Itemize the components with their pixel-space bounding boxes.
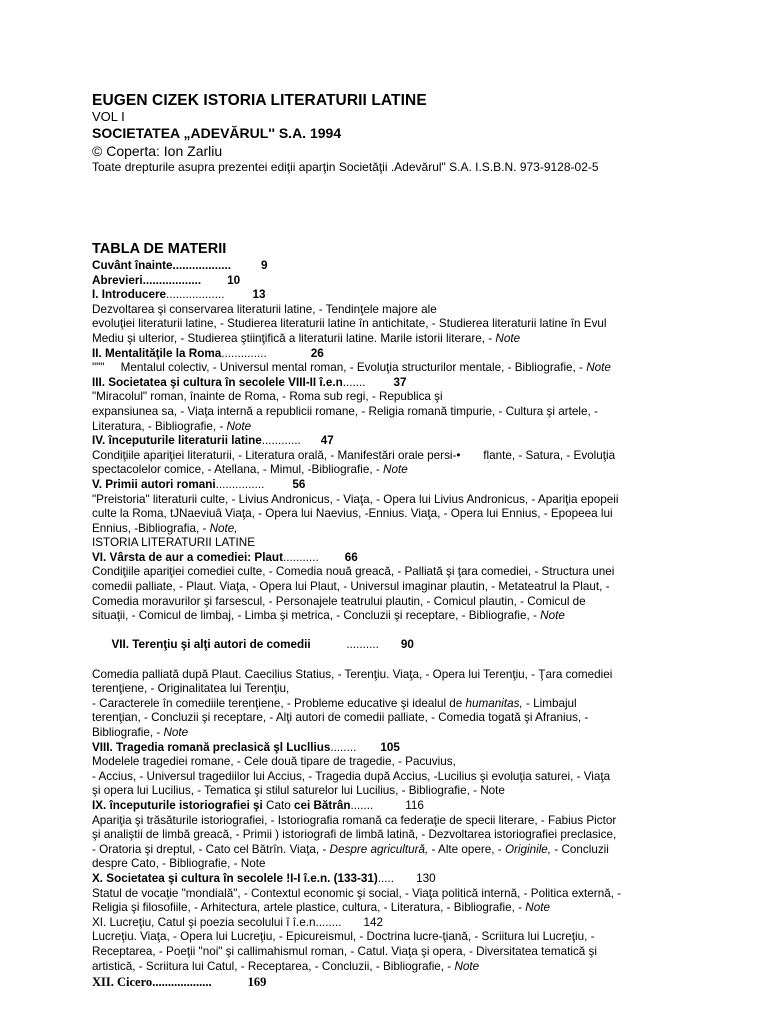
toc-dots: ...............	[215, 477, 265, 491]
note-label: Note	[525, 901, 550, 915]
toc-dots: .......	[342, 375, 366, 389]
toc-page-number: 37	[393, 375, 407, 389]
book-title: EUGEN CIZEK ISTORIA LITERATURII LATINE	[92, 92, 427, 109]
chapter-summary-line: Modelele tragediei romane, - Cele două tipare de tragedie, - Pacuvius,	[92, 755, 456, 769]
toc-chapter-9[interactable]: IX. începuturile istoriografiei şi Cato cei Bătrân....... 116	[92, 798, 424, 812]
chapter-summary-line: Religia şi filosofiile, - Arhitectura, artele plastice, cultura, - Literatura, - Bibliografie, - Note	[92, 901, 550, 915]
toc-page-number: 105	[380, 740, 400, 754]
chapter-summary-line: Receptarea, - Poeţii "noi" şi callimahismul roman, - Catul. Viaţa şi opera, - Diversitatea tematică şi	[92, 944, 597, 958]
toc-dots: ............	[261, 434, 301, 448]
publisher-line: SOCIETATEA „ADEVĂRUL'' S.A. 1994	[92, 125, 342, 141]
chapter-summary-line: culte la Roma, tJNaeviuâ Viaţa, - Opera lui Naevius, -Ennius. Viaţa, - Opera lui Ennius, - Epopeea lui	[92, 507, 613, 521]
toc-dots: ..................	[172, 259, 231, 272]
chapter-summary-line: """ Mentalul colectiv, - Universul mental roman, - Evoluţia structurilor mentale, - Bibliografie, - Note	[92, 361, 611, 375]
toc-chapter-1[interactable]	[92, 288, 692, 303]
volume-label: VOL I	[92, 109, 125, 124]
note-label: Note	[163, 726, 189, 739]
chapter-summary-line: şi analiştii de limbă greacă, - Primii ) istoriografi de limbă latină, - Dezvoltarea istoriografiei preclasice,	[92, 828, 617, 842]
chapter-title: IX. începuturile istoriografiei şi	[92, 798, 263, 812]
note-label: Note	[383, 463, 408, 477]
toc-page-number: 130	[416, 871, 436, 885]
chapter-summary-line: Mediu şi ulterior, - Studierea ştiinţifică a literaturii latine. Marile istorii literare, - Note	[92, 331, 521, 345]
toc-page-number: 13	[252, 288, 266, 302]
chapter-summary-line: spectacolelor comice, - Atellana, - Mimul, -Bibliografie, - Note	[92, 463, 408, 477]
chapter-summary-line: Dezvoltarea şi conservarea literaturii latine, - Tendinţele majore ale	[92, 302, 437, 316]
cover-credit: © Coperta: Ion Zarliu	[92, 143, 223, 159]
toc-dots: ........	[330, 740, 357, 754]
chapter-summary-line: terenţian, - Concluzii şi receptare, - Alţi autori de comedii palliate, - Comedia togată şi Afranius, -	[92, 711, 589, 725]
chapter-title: VIII. Tragedia romană preclasică şl Lucllius	[92, 740, 331, 754]
toc-page-number: 10	[227, 273, 241, 287]
toc-page-number: 56	[292, 477, 306, 491]
rights-notice: Toate drepturile asupra prezentei ediţii aparţin Societăţii .Adevărul" S.A. I.S.B.N. 973-9128-02-5	[92, 160, 599, 174]
toc-page-number: 90	[400, 638, 414, 652]
toc-page-number: 169	[247, 975, 267, 990]
chapter-summary-line: - Oratoria şi dreptul, - Cato cel Bătrîn. Viaţa, - Despre agricultură, - Alte opere, - Originile, - Concluzii	[92, 842, 609, 856]
toc-page-number: 66	[344, 550, 358, 564]
toc-entry-label: Abrevieri	[92, 273, 143, 287]
toc-entry-foreword[interactable]	[92, 259, 692, 274]
toc-chapter-2[interactable]	[92, 347, 692, 362]
chapter-summary-line: "Miracolul" roman, înainte de Roma, - Roma sub regi, - Republica şi	[92, 390, 443, 404]
toc-entry-abbreviations[interactable]	[92, 274, 692, 289]
chapter-summary-line: Ennius, -Bibliografia, - Note,	[92, 521, 238, 535]
chapter-title: VII. Terenţiu şi alţi autori de comedii	[111, 638, 311, 652]
toc-chapter-11[interactable]	[92, 916, 692, 931]
chapter-summary-line: - Caracterele în comediile terenţiene, - Probleme educative şi idealul de humanitas, - Limbajul	[92, 696, 577, 710]
chapter-title: XII. Cicero	[92, 975, 153, 990]
toc-dots: ..........	[310, 638, 379, 652]
toc-dots: ..................	[166, 288, 225, 302]
chapter-summary-line: expansiunea sa, - Viaţa internă a republicii romane, - Religia romană timpurie, - Cultura şi artele, -	[92, 404, 598, 418]
toc-dots: .....	[377, 871, 395, 885]
toc-page-number: 9	[260, 259, 268, 272]
toc-entry-label: Cuvânt înainte	[92, 259, 173, 272]
toc-chapter-5[interactable]	[92, 478, 692, 493]
chapter-summary-line: despre Cato, - Bibliografie, - Note	[92, 857, 266, 871]
chapter-summary-line: Comedia moravurilor şi farsescul, - Personajele teatrului plautin, - Comicul plautin, - Comicul de	[92, 594, 586, 608]
chapter-title: II. Mentalităţile la Roma	[92, 346, 222, 360]
toc-page-number: 26	[310, 346, 324, 360]
toc-dots: ..................	[142, 273, 202, 287]
toc-chapter-7[interactable]	[92, 624, 692, 668]
chapter-summary-line: evoluţiei literaturii latine, - Studierea literaturii latine în antichitate, - Studierea literaturii latine în Evul	[92, 317, 607, 331]
note-label: Note	[226, 419, 252, 433]
toc-dots: .......	[350, 798, 374, 812]
toc-page-number: 142	[363, 915, 383, 929]
toc-dots: ...........	[282, 550, 319, 564]
chapter-summary-line: Condiţiile apariţiei literaturii, - Literatura orală, - Manifestări orale persi-• flante, - Satura, - Evoluţia	[92, 448, 616, 462]
chapter-summary-line: artistică, - Scriitura lui Catul, - Receptarea, - Concluzii, - Bibliografie, - Note	[92, 959, 480, 973]
toc-chapter-4[interactable]	[92, 434, 692, 449]
toc-chapter-12[interactable]	[92, 974, 692, 990]
chapter-summary-line: "Preistoria" literaturii culte, - Livius Andronicus, - Viaţa, - Opera lui Livius Andronicus, - Apariţia epopeii	[92, 492, 619, 506]
chapter-summary-line: şi opera lui Lucilius, - Tematica şi stilul saturelor lui Lucilius, - Bibliografie, - Note	[92, 784, 505, 798]
chapter-title: VI. Vârsta de aur a comediei: Plaut	[92, 550, 283, 564]
toc-title: TABLA DE MATERII	[92, 241, 227, 257]
chapter-summary-line: Bibliografie, - Note	[92, 726, 189, 739]
toc-chapter-10[interactable]	[92, 872, 692, 887]
note-label: Note	[586, 361, 611, 375]
toc-page-number: 47	[320, 434, 334, 448]
chapter-summary-line: - Accius, - Universul tragediilor lui Accius, - Tragedia după Accius, -Lucilius şi evoluţia saturei, - Viaţa	[92, 769, 611, 783]
note-label: Note,	[209, 521, 238, 535]
note-label: Note	[495, 331, 521, 345]
chapter-title: X. Societatea şi cultura în secolele !I-I î.e.n. (133-31)	[92, 871, 378, 885]
chapter-title: III. Societatea şi cultura în secolele VIII-II î.e.n	[92, 375, 343, 389]
toc-page-number: 116	[405, 798, 424, 812]
chapter-summary-line: terenţiene, - Originalitatea lui Terenţiu,	[92, 682, 290, 696]
toc-chapter-6[interactable]	[92, 551, 692, 566]
chapter-title: V. Primii autori romani	[92, 477, 216, 491]
toc-chapter-3[interactable]	[92, 376, 692, 391]
chapter-summary-line: comedii palliate, - Plaut. Viaţa, - Opera lui Plaut, - Universul imaginar plautin, - Metateatrul la Plaut, -	[92, 580, 610, 594]
chapter-summary-line: Lucreţiu. Viaţa, - Opera lui Lucreţiu, - Epicureismul, - Doctrina lucre-ţiană, - Scriitura lui Lucreţiu, -	[92, 930, 595, 944]
chapter-title: XI. Lucreţiu, Catul şi poezia secolului î î.e.n........	[92, 915, 342, 929]
table-of-contents	[92, 259, 692, 990]
note-label: Note	[540, 609, 565, 623]
document-page	[92, 92, 692, 990]
running-header: ISTORIA LITERATURII LATINE	[92, 536, 256, 550]
note-label: Note	[454, 959, 480, 973]
chapter-summary-line: Condiţiile apariţiei comediei culte, - Comedia nouă greacă, - Palliată şi ţara comediei, - Structura unei	[92, 565, 615, 579]
toc-dots: ...................	[152, 975, 212, 990]
chapter-title: IV. începuturile literaturii latine	[92, 434, 262, 448]
chapter-summary-line: Apariţia şi trăsăturile istoriografiei, - Istoriografia romană ca federaţie de specii literare, - Fabius Pictor	[92, 813, 617, 827]
toc-chapter-8[interactable]	[92, 741, 692, 756]
toc-dots: ..............	[221, 346, 267, 360]
chapter-summary-line: Statul de vocaţie "mondială", - Contextul economic şi social, - Viaţa politică internă, - Politica externă, -	[92, 886, 622, 900]
chapter-summary-line: situaţii, - Comicul de limbaj, - Limba şi metrica, - Concluzii şi receptare, - Bibliografie, - Note	[92, 609, 565, 623]
chapter-title: I. Introducere	[92, 288, 167, 302]
chapter-summary-line: Comedia palliată după Plaut. Caecilius Statius, - Terenţiu. Viaţa, - Opera lui Terenţiu, - Ţara comediei	[92, 667, 613, 681]
chapter-summary-line: Literatura, - Bibliografie, - Note	[92, 419, 252, 433]
